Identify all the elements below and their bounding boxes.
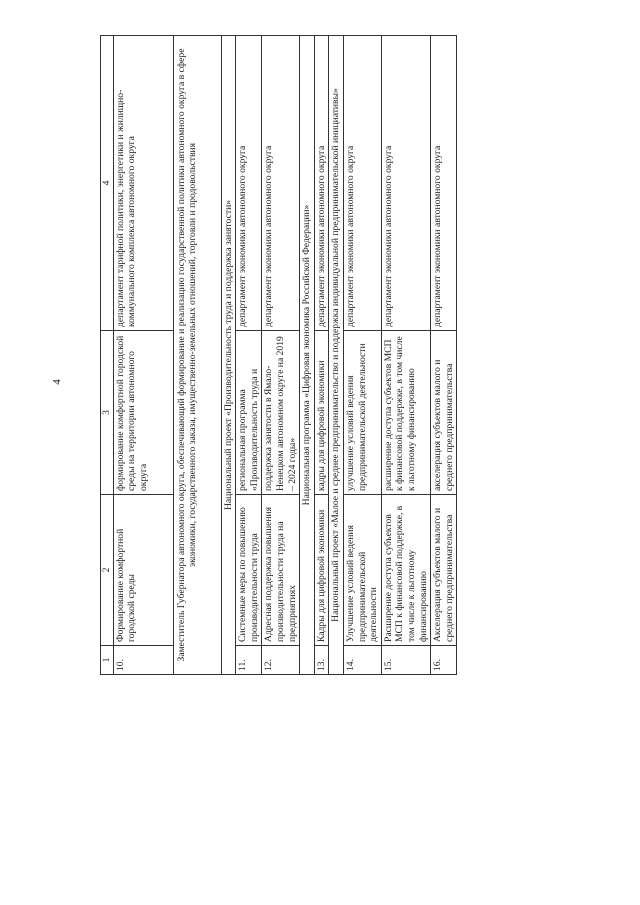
national-project-cell: Акселерация субъектов малого и среднего предпринимательства — [431, 495, 457, 646]
regional-program-cell: региональная программа «Производительность труда и — [236, 331, 262, 495]
responsible-cell: департамент экономики автономного округа — [262, 36, 300, 331]
column-header-3: 3 — [101, 331, 114, 495]
national-project-cell: Улучшение условий ведения предпринимательской деятельности — [343, 495, 381, 646]
table-row — [431, 36, 457, 675]
section-digital-heading: Национальная программа «Цифровая экономика Российской Федерации» — [300, 36, 315, 675]
responsible-cell: департамент экономики автономного округа — [236, 36, 262, 331]
table-row — [314, 36, 329, 675]
column-header-1: 1 — [101, 646, 114, 675]
regional-program-cell: акселерация субъектов малого и среднего предпринимательства — [431, 331, 457, 495]
responsible-cell: департамент экономики автономного округа — [343, 36, 381, 331]
responsible-cell: департамент тарифной политики, энергетики и жилищно-коммунального комплекса автономного округа — [113, 36, 173, 331]
projects-table — [100, 35, 457, 675]
responsible-cell: департамент экономики автономного округа — [381, 36, 430, 331]
row-number: 10. — [113, 646, 173, 675]
table-row — [113, 36, 173, 675]
row-number: 15. — [381, 646, 430, 675]
national-project-cell: Кадры для цифровой экономики — [314, 495, 329, 646]
section-row — [221, 36, 236, 675]
national-project-cell: Расширение доступа субъектов МСП к финансовой поддержке, в том числе к льготному финансированию — [381, 495, 430, 646]
regional-program-cell: расширение доступа субъектов МСП к финансовой поддержке, в том числе к льготному финансированию — [381, 331, 430, 495]
table-header-row — [101, 36, 114, 675]
column-header-4: 4 — [101, 36, 114, 331]
regional-program-cell: улучшение условий ведения предпринимательской деятельности — [343, 331, 381, 495]
section-row — [173, 36, 221, 675]
table-row — [343, 36, 381, 675]
responsible-cell: департамент экономики автономного округа — [431, 36, 457, 331]
responsible-cell: департамент экономики автономного округа — [314, 36, 329, 331]
section-row — [300, 36, 315, 675]
section-sme-heading: Национальный проект «Малое и среднее предпринимательство и поддержка индивидуальной предпринимательской инициативы» — [329, 36, 344, 675]
rotated-table-area — [100, 35, 635, 675]
national-project-cell: Формирование комфортной городской среды — [113, 495, 173, 646]
projects-table-wrapper — [100, 35, 635, 675]
section-row — [329, 36, 344, 675]
table-row — [236, 36, 262, 675]
regional-program-cell: формирование комфортной городской среды на территории автономного округа — [113, 331, 173, 495]
row-number: 16. — [431, 646, 457, 675]
national-project-cell: Системные меры по повышению производительности труда — [236, 495, 262, 646]
row-number: 12. — [262, 646, 300, 675]
column-header-2: 2 — [101, 495, 114, 646]
row-number: 13. — [314, 646, 329, 675]
row-number: 14. — [343, 646, 381, 675]
regional-program-cell: поддержка занятости в Ямало-Ненецком автономном округе на 2019 – 2024 годы» — [262, 331, 300, 495]
national-project-cell: Адресная поддержка повышения производительности труда на предприятиях — [262, 495, 300, 646]
section-labor-heading: Национальный проект «Производительность труда и поддержка занятости» — [221, 36, 236, 675]
row-number: 11. — [236, 646, 262, 675]
table-row — [262, 36, 300, 675]
page-number: 4 — [51, 379, 63, 385]
deputy-heading: Заместитель Губернатора автономного округа, обеспечивающий формирование и реализацию государственной политики автономного округа в сфере экономики, государственного заказа, имущественно-земельных отношений, торговли и продовольствия — [173, 36, 221, 675]
regional-program-cell: кадры для цифровой экономики — [314, 331, 329, 495]
table-row — [381, 36, 430, 675]
